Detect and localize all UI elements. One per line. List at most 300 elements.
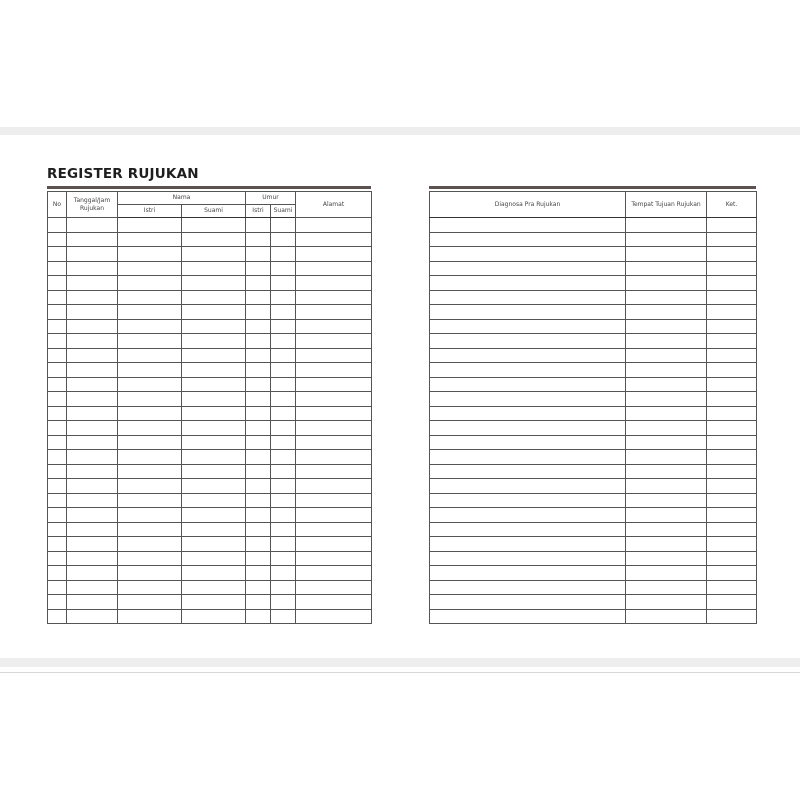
table-row <box>430 348 757 363</box>
table-cell <box>296 276 372 291</box>
table-cell <box>48 392 67 407</box>
table-row <box>48 537 372 552</box>
table-cell <box>626 566 707 581</box>
table-cell <box>296 290 372 305</box>
table-cell <box>48 609 67 624</box>
table-cell <box>67 290 118 305</box>
table-row <box>430 334 757 349</box>
register-table-left <box>47 191 372 624</box>
table-cell <box>182 247 246 262</box>
table-cell <box>48 537 67 552</box>
table-cell <box>271 377 296 392</box>
table-cell <box>707 218 757 233</box>
table-cell <box>118 580 182 595</box>
table-row <box>430 566 757 581</box>
table-cell <box>626 522 707 537</box>
table-cell <box>271 566 296 581</box>
table-cell <box>182 290 246 305</box>
table-cell <box>246 508 271 523</box>
table-row <box>430 276 757 291</box>
table-cell <box>626 479 707 494</box>
table-cell <box>48 580 67 595</box>
table-cell <box>246 435 271 450</box>
table-row <box>430 406 757 421</box>
table-cell <box>118 508 182 523</box>
table-cell <box>271 392 296 407</box>
table-cell <box>246 479 271 494</box>
header-tanggal-jam-rujukan: Tanggal/Jam Rujukan <box>67 192 118 218</box>
table-cell <box>707 479 757 494</box>
table-cell <box>296 609 372 624</box>
table-cell <box>707 508 757 523</box>
table-row <box>48 218 372 233</box>
table-cell <box>296 551 372 566</box>
table-cell <box>707 232 757 247</box>
table-cell <box>296 363 372 378</box>
table-cell <box>707 392 757 407</box>
table-cell <box>246 305 271 320</box>
table-cell <box>707 595 757 610</box>
table-cell <box>67 377 118 392</box>
table-cell <box>430 537 626 552</box>
table-row <box>48 435 372 450</box>
table-cell <box>271 508 296 523</box>
table-cell <box>182 232 246 247</box>
table-cell <box>271 363 296 378</box>
table-cell <box>707 493 757 508</box>
table-cell <box>48 261 67 276</box>
table-cell <box>67 232 118 247</box>
table-cell <box>48 290 67 305</box>
table-cell <box>67 319 118 334</box>
table-cell <box>707 377 757 392</box>
table-body-right <box>430 218 757 624</box>
table-cell <box>430 218 626 233</box>
table-cell <box>626 435 707 450</box>
table-row <box>430 522 757 537</box>
table-cell <box>67 334 118 349</box>
table-cell <box>626 537 707 552</box>
table-cell <box>246 522 271 537</box>
header-nama-istri: Istri <box>118 205 182 218</box>
table-row <box>430 580 757 595</box>
table-cell <box>271 595 296 610</box>
table-cell <box>626 508 707 523</box>
table-cell <box>626 305 707 320</box>
header-diagnosa-pra-rujukan: Diagnosa Pra Rujukan <box>430 192 626 218</box>
table-row <box>48 406 372 421</box>
table-cell <box>430 421 626 436</box>
register-table-right <box>429 191 757 624</box>
table-cell <box>271 450 296 465</box>
table-cell <box>430 247 626 262</box>
table-cell <box>118 537 182 552</box>
table-row <box>430 305 757 320</box>
table-row <box>430 464 757 479</box>
table-cell <box>271 276 296 291</box>
table-cell <box>246 464 271 479</box>
table-cell <box>626 493 707 508</box>
table-cell <box>48 493 67 508</box>
table-cell <box>246 450 271 465</box>
table-cell <box>246 232 271 247</box>
table-row <box>48 508 372 523</box>
table-cell <box>48 450 67 465</box>
table-cell <box>67 305 118 320</box>
table-cell <box>118 595 182 610</box>
table-cell <box>430 276 626 291</box>
table-cell <box>271 232 296 247</box>
table-cell <box>271 479 296 494</box>
table-cell <box>296 392 372 407</box>
table-cell <box>48 479 67 494</box>
table-cell <box>246 377 271 392</box>
table-cell <box>626 595 707 610</box>
table-row <box>430 421 757 436</box>
table-cell <box>430 348 626 363</box>
table-cell <box>430 522 626 537</box>
table-cell <box>246 247 271 262</box>
table-cell <box>182 377 246 392</box>
table-cell <box>182 392 246 407</box>
table-cell <box>67 508 118 523</box>
table-cell <box>707 334 757 349</box>
table-cell <box>430 406 626 421</box>
table-cell <box>246 421 271 436</box>
table-cell <box>182 218 246 233</box>
table-row <box>430 363 757 378</box>
table-cell <box>296 319 372 334</box>
table-cell <box>430 566 626 581</box>
table-cell <box>118 276 182 291</box>
table-row <box>430 479 757 494</box>
table-cell <box>182 334 246 349</box>
table-cell <box>296 377 372 392</box>
table-row <box>48 493 372 508</box>
table-cell <box>182 537 246 552</box>
table-cell <box>246 276 271 291</box>
table-cell <box>430 609 626 624</box>
table-row <box>48 276 372 291</box>
table-cell <box>48 276 67 291</box>
table-cell <box>118 464 182 479</box>
table-cell <box>246 595 271 610</box>
table-cell <box>118 305 182 320</box>
table-cell <box>182 319 246 334</box>
table-cell <box>707 261 757 276</box>
table-cell <box>48 464 67 479</box>
table-cell <box>271 464 296 479</box>
table-cell <box>182 363 246 378</box>
table-cell <box>246 566 271 581</box>
table-cell <box>430 435 626 450</box>
table-cell <box>707 421 757 436</box>
table-cell <box>67 450 118 465</box>
table-cell <box>626 609 707 624</box>
table-row <box>48 450 372 465</box>
table-cell <box>626 290 707 305</box>
table-row <box>48 421 372 436</box>
table-row <box>430 508 757 523</box>
table-cell <box>430 261 626 276</box>
table-cell <box>48 435 67 450</box>
table-cell <box>296 305 372 320</box>
table-row <box>48 334 372 349</box>
table-cell <box>626 247 707 262</box>
table-row <box>430 290 757 305</box>
table-cell <box>430 493 626 508</box>
table-cell <box>430 319 626 334</box>
table-cell <box>182 508 246 523</box>
table-cell <box>182 450 246 465</box>
table-cell <box>182 566 246 581</box>
table-cell <box>118 377 182 392</box>
page-title: REGISTER RUJUKAN <box>47 166 199 182</box>
table-cell <box>296 537 372 552</box>
table-row <box>430 319 757 334</box>
table-cell <box>67 363 118 378</box>
table-cell <box>118 218 182 233</box>
header-ket: Ket. <box>707 192 757 218</box>
header-umur-suami: Suami <box>271 205 296 218</box>
table-cell <box>430 580 626 595</box>
table-cell <box>246 319 271 334</box>
table-cell <box>246 392 271 407</box>
table-cell <box>296 218 372 233</box>
table-cell <box>296 450 372 465</box>
table-cell <box>48 348 67 363</box>
table-row <box>48 392 372 407</box>
header-no: No <box>48 192 67 218</box>
table-cell <box>430 334 626 349</box>
header-nama-suami: Suami <box>182 205 246 218</box>
table-cell <box>67 247 118 262</box>
table-cell <box>182 595 246 610</box>
table-cell <box>271 537 296 552</box>
table-row <box>430 392 757 407</box>
table-row <box>48 479 372 494</box>
table-cell <box>626 464 707 479</box>
table-cell <box>67 276 118 291</box>
table-cell <box>48 566 67 581</box>
table-cell <box>182 493 246 508</box>
table-cell <box>296 232 372 247</box>
table-cell <box>67 464 118 479</box>
table-cell <box>707 247 757 262</box>
table-cell <box>707 464 757 479</box>
table-cell <box>296 522 372 537</box>
header-umur-istri: Istri <box>246 205 271 218</box>
table-cell <box>182 276 246 291</box>
table-cell <box>67 421 118 436</box>
table-cell <box>118 334 182 349</box>
table-cell <box>296 580 372 595</box>
table-cell <box>430 305 626 320</box>
table-cell <box>48 305 67 320</box>
table-cell <box>67 595 118 610</box>
table-cell <box>626 363 707 378</box>
table-body-left <box>48 218 372 624</box>
table-cell <box>707 609 757 624</box>
table-cell <box>296 421 372 436</box>
table-row <box>48 290 372 305</box>
table-cell <box>430 392 626 407</box>
table-row <box>48 363 372 378</box>
table-cell <box>246 580 271 595</box>
table-cell <box>48 406 67 421</box>
table-cell <box>118 261 182 276</box>
table-row <box>48 319 372 334</box>
table-cell <box>67 537 118 552</box>
table-row <box>48 522 372 537</box>
table-cell <box>246 551 271 566</box>
table-cell <box>118 493 182 508</box>
table-cell <box>296 435 372 450</box>
table-cell <box>271 493 296 508</box>
table-cell <box>296 479 372 494</box>
table-cell <box>118 363 182 378</box>
table-cell <box>118 551 182 566</box>
table-row <box>430 232 757 247</box>
table-cell <box>707 319 757 334</box>
table-cell <box>430 232 626 247</box>
table-cell <box>118 522 182 537</box>
table-row <box>430 450 757 465</box>
table-cell <box>296 406 372 421</box>
header-nama: Nama <box>118 192 246 205</box>
table-cell <box>271 421 296 436</box>
table-cell <box>271 348 296 363</box>
table-cell <box>48 232 67 247</box>
table-cell <box>626 232 707 247</box>
table-cell <box>48 595 67 610</box>
table-cell <box>246 609 271 624</box>
table-row <box>430 493 757 508</box>
table-cell <box>48 421 67 436</box>
table-row <box>48 232 372 247</box>
table-row <box>48 348 372 363</box>
table-cell <box>271 247 296 262</box>
table-cell <box>430 595 626 610</box>
table-cell <box>182 305 246 320</box>
table-cell <box>67 551 118 566</box>
header-alamat: Alamat <box>296 192 372 218</box>
table-row <box>430 261 757 276</box>
table-cell <box>182 261 246 276</box>
table-row <box>430 247 757 262</box>
table-cell <box>182 421 246 436</box>
table-cell <box>48 551 67 566</box>
table-cell <box>626 421 707 436</box>
table-cell <box>626 334 707 349</box>
table-cell <box>48 522 67 537</box>
table-cell <box>271 435 296 450</box>
table-row <box>430 377 757 392</box>
table-cell <box>67 522 118 537</box>
table-cell <box>246 218 271 233</box>
table-cell <box>67 392 118 407</box>
table-cell <box>246 261 271 276</box>
table-cell <box>626 580 707 595</box>
background-band-bottom <box>0 658 800 667</box>
table-cell <box>430 551 626 566</box>
table-cell <box>182 464 246 479</box>
table-cell <box>246 363 271 378</box>
table-cell <box>626 261 707 276</box>
table-cell <box>48 377 67 392</box>
table-cell <box>48 334 67 349</box>
table-cell <box>707 435 757 450</box>
table-cell <box>246 406 271 421</box>
table-cell <box>48 319 67 334</box>
table-cell <box>118 479 182 494</box>
table-cell <box>626 377 707 392</box>
table-cell <box>246 493 271 508</box>
table-cell <box>118 406 182 421</box>
table-cell <box>296 348 372 363</box>
table-cell <box>626 319 707 334</box>
table-cell <box>182 435 246 450</box>
table-row <box>48 566 372 581</box>
table-cell <box>296 508 372 523</box>
table-cell <box>626 406 707 421</box>
table-cell <box>626 276 707 291</box>
table-cell <box>296 261 372 276</box>
table-row <box>48 580 372 595</box>
table-cell <box>118 290 182 305</box>
table-cell <box>707 363 757 378</box>
table-row <box>430 595 757 610</box>
table-cell <box>67 566 118 581</box>
table-cell <box>246 290 271 305</box>
background-band-top <box>0 127 800 135</box>
table-cell <box>246 334 271 349</box>
table-cell <box>707 551 757 566</box>
table-cell <box>118 319 182 334</box>
table-cell <box>626 218 707 233</box>
table-cell <box>182 580 246 595</box>
table-cell <box>48 218 67 233</box>
table-cell <box>271 261 296 276</box>
table-cell <box>182 479 246 494</box>
table-cell <box>707 522 757 537</box>
header-tempat-tujuan-rujukan: Tempat Tujuan Rujukan <box>626 192 707 218</box>
table-cell <box>182 522 246 537</box>
table-row <box>430 537 757 552</box>
table-cell <box>118 566 182 581</box>
table-cell <box>118 421 182 436</box>
table-cell <box>296 566 372 581</box>
table-row <box>48 247 372 262</box>
table-cell <box>118 247 182 262</box>
table-row <box>430 218 757 233</box>
table-cell <box>626 551 707 566</box>
table-cell <box>626 392 707 407</box>
table-cell <box>118 609 182 624</box>
table-cell <box>707 348 757 363</box>
table-cell <box>118 232 182 247</box>
table-cell <box>67 609 118 624</box>
table-cell <box>296 493 372 508</box>
table-cell <box>271 218 296 233</box>
table-cell <box>118 450 182 465</box>
table-row <box>48 377 372 392</box>
table-cell <box>182 551 246 566</box>
table-cell <box>67 406 118 421</box>
title-rule-left <box>47 186 371 189</box>
table-cell <box>707 290 757 305</box>
table-cell <box>118 348 182 363</box>
